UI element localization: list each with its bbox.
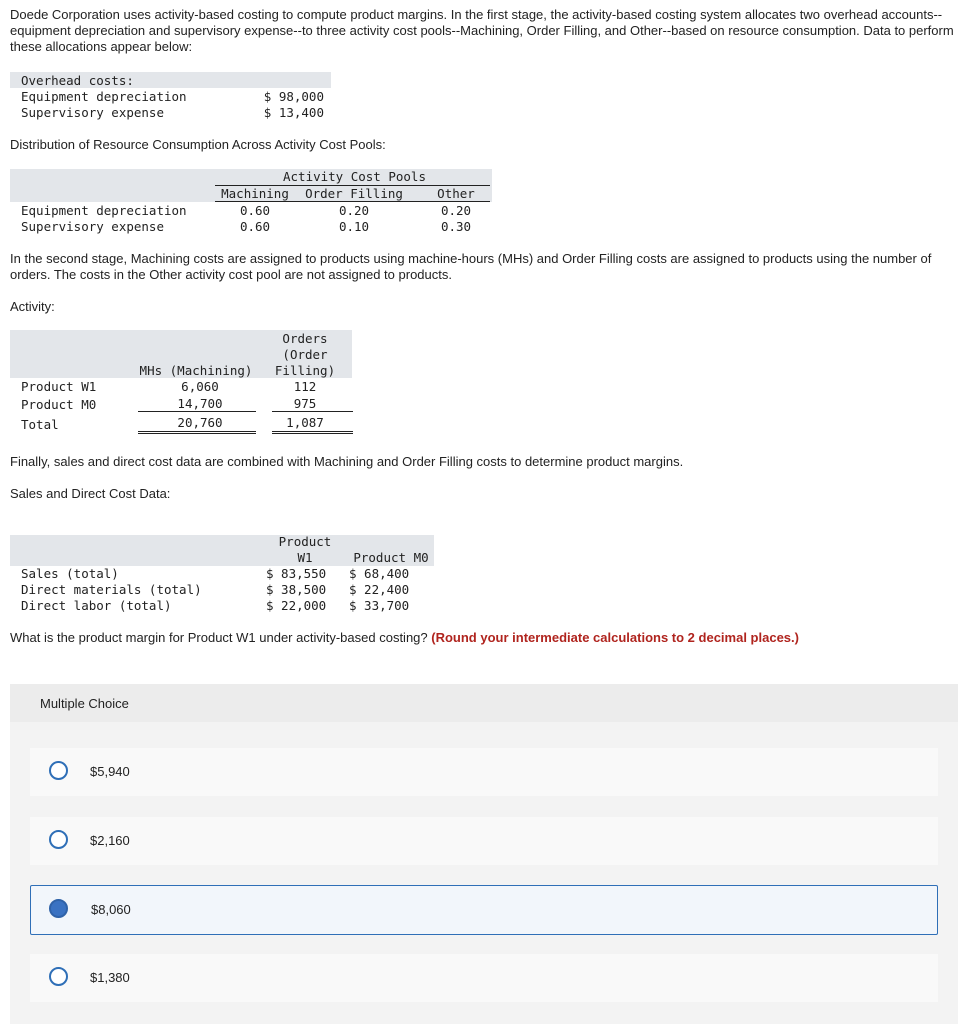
col-order-filling: Order Filling xyxy=(305,186,403,201)
distribution-cell: 0.30 xyxy=(440,219,472,234)
choice-option-d[interactable] xyxy=(30,954,938,1002)
choice-label: $2,160 xyxy=(90,833,130,848)
radio-button-icon[interactable] xyxy=(49,830,68,849)
activity-cell: 112 xyxy=(293,379,317,394)
col-other: Other xyxy=(437,186,475,201)
final-paragraph: Finally, sales and direct cost data are combined with Machining and Order Filling costs to determine product margins. xyxy=(10,454,684,469)
question xyxy=(10,630,960,646)
overhead-label: Equipment depreciation xyxy=(21,89,187,104)
second-stage-line: In the second stage, Machining costs are assigned to products using machine-hours (MHs) and Order Filling costs are assigned to products using the number of xyxy=(10,251,932,266)
distribution-cell: 0.20 xyxy=(440,203,472,218)
overhead-value: $ 13,400 xyxy=(263,105,324,120)
distribution-cell: 0.60 xyxy=(239,219,271,234)
sales-cell: $ 83,550 xyxy=(266,566,327,581)
divider xyxy=(138,411,256,412)
sales-heading: Sales and Direct Cost Data: xyxy=(10,486,171,501)
second-stage-paragraph xyxy=(10,251,960,283)
activity-row-label: Total xyxy=(21,417,59,432)
overhead-value: $ 98,000 xyxy=(263,89,324,104)
sales-cell: $ 33,700 xyxy=(349,598,410,613)
distribution-cell: 0.60 xyxy=(239,203,271,218)
col-machining: Machining xyxy=(221,186,289,201)
divider xyxy=(272,431,353,432)
divider xyxy=(215,201,490,202)
orders-header: Orders xyxy=(282,331,328,346)
activity-row-label: Product M0 xyxy=(21,397,97,412)
divider xyxy=(138,433,256,434)
radio-selected-icon[interactable] xyxy=(49,899,68,918)
choice-label: $5,940 xyxy=(90,764,130,779)
sales-cell: $ 22,400 xyxy=(349,582,410,597)
multiple-choice-header xyxy=(10,684,958,722)
overhead-label: Supervisory expense xyxy=(21,105,164,120)
distribution-cell: 0.20 xyxy=(338,203,370,218)
orders-header: Filling) xyxy=(274,363,336,378)
sales-row-label: Direct materials (total) xyxy=(21,582,202,597)
sales-row-label: Direct labor (total) xyxy=(21,598,172,613)
question-emphasis: (Round your intermediate calculations to 2 decimal places.) xyxy=(431,630,799,645)
sales-cell: $ 38,500 xyxy=(266,582,327,597)
sales-col-w1: Product xyxy=(278,534,332,549)
divider xyxy=(272,433,353,434)
orders-header: (Order xyxy=(282,347,328,362)
distribution-row-label: Supervisory expense xyxy=(21,219,164,234)
activity-cell: 975 xyxy=(293,396,317,411)
divider xyxy=(138,431,256,432)
multiple-choice-panel xyxy=(10,684,958,1024)
divider xyxy=(215,185,490,186)
activity-row-label: Product W1 xyxy=(21,379,97,394)
distribution-heading: Distribution of Resource Consumption Across Activity Cost Pools: xyxy=(10,137,386,152)
activity-heading: Activity: xyxy=(10,299,55,314)
choice-label: $1,380 xyxy=(90,970,130,985)
distribution-cell: 0.10 xyxy=(338,219,370,234)
radio-button-icon[interactable] xyxy=(49,761,68,780)
choice-label: $8,060 xyxy=(91,902,131,917)
choice-option-a[interactable] xyxy=(30,748,938,796)
activity-cell: 14,700 xyxy=(177,396,223,411)
sales-col-m0: Product M0 xyxy=(353,550,429,565)
radio-button-icon[interactable] xyxy=(49,967,68,986)
intro-line: Doede Corporation uses activity-based costing to compute product margins. In the first stage, the activity-based costing system allocates two overhead accounts-- xyxy=(10,7,943,22)
intro-line: these allocations appear below: xyxy=(10,39,193,54)
activity-cell: 1,087 xyxy=(286,415,324,430)
mhs-header: MHs (Machining) xyxy=(139,363,253,378)
multiple-choice-title: Multiple Choice xyxy=(40,696,129,711)
activity-cell: 20,760 xyxy=(177,415,223,430)
sales-row-label: Sales (total) xyxy=(21,566,119,581)
intro-paragraph xyxy=(10,7,960,55)
intro-line: equipment depreciation and supervisory expense--to three activity cost pools--Machining, Order Filling, and Other--based on resource consumption. Data to perform xyxy=(10,23,954,38)
sales-cell: $ 68,400 xyxy=(349,566,410,581)
sales-col-w1: W1 xyxy=(297,550,313,565)
overhead-header: Overhead costs: xyxy=(21,73,134,88)
second-stage-line: orders. The costs in the Other activity cost pool are not assigned to products. xyxy=(10,267,452,282)
question-text: What is the product margin for Product W1 under activity-based costing? xyxy=(10,630,428,645)
activity-cell: 6,060 xyxy=(181,379,219,394)
sales-cell: $ 22,000 xyxy=(266,598,327,613)
choice-option-b[interactable] xyxy=(30,817,938,865)
distribution-row-label: Equipment depreciation xyxy=(21,203,187,218)
divider xyxy=(272,411,353,412)
activity-cost-pools-header: Activity Cost Pools xyxy=(283,169,426,184)
choice-option-c[interactable] xyxy=(30,885,938,935)
